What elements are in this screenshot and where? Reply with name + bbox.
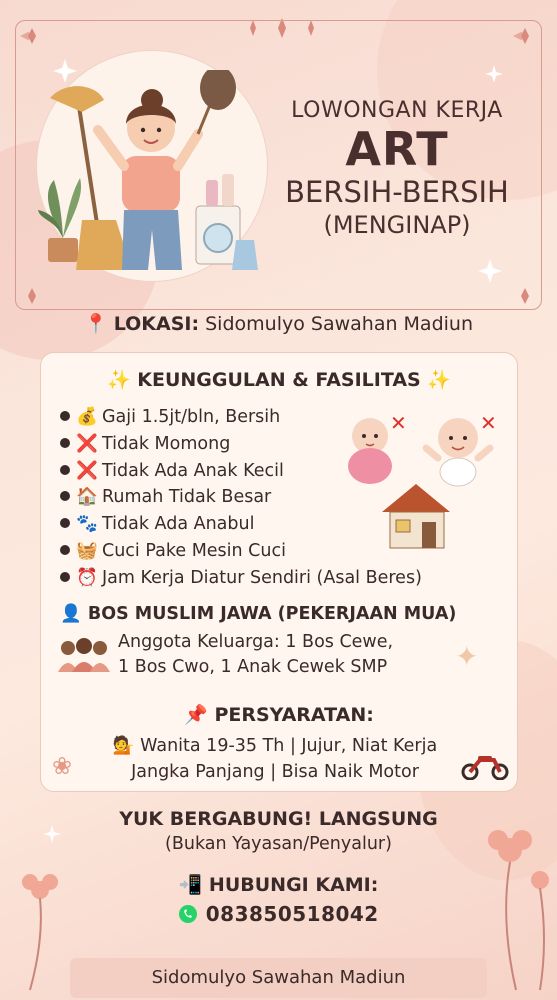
sparkles-icon: ✨ [427, 369, 452, 391]
location-label: LOKASI: [113, 313, 200, 335]
svg-text:✕: ✕ [390, 412, 407, 435]
sparkle-icon: ✦ [455, 640, 479, 673]
requirements-line-2: Jangka Panjang | Bisa Naik Motor [131, 762, 419, 782]
title-line-1: LOWONGAN KERJA [291, 98, 503, 123]
pushpin-icon: 📌 [184, 704, 208, 726]
motorcycle-icon [460, 750, 510, 780]
join-heading: YUK BERGABUNG! LANGSUNG [119, 808, 438, 830]
flower-icon: ❀ [52, 752, 73, 780]
requirements-text [80, 733, 470, 785]
location-line [0, 312, 557, 335]
person-icon: 👤 [60, 604, 82, 624]
requirements-heading [40, 703, 518, 726]
boss-heading-text: BOS MUSLIM JAWA (PEKERJAAN MUA) [87, 604, 457, 624]
list-item [60, 565, 500, 592]
phone-number-text: 083850518042 [205, 902, 379, 926]
cross-mark-icon: ❌ [76, 460, 98, 481]
family-members [118, 630, 478, 680]
title-line-2: ART [345, 122, 449, 176]
svg-text:✕: ✕ [480, 412, 497, 435]
location-pin-icon: 📍 [83, 313, 108, 335]
feature-text: Jam Kerja Diatur Sendiri (Asal Beres) [102, 567, 422, 588]
feature-text: Tidak Momong [102, 433, 231, 454]
requirements-heading-text: PERSYARATAN: [214, 704, 374, 726]
woman-icon: 💁 [112, 736, 135, 756]
footer-location: Sidomulyo Sawahan Madiun [70, 958, 487, 998]
title-line-3: BERSIH-BERSIH [285, 175, 509, 209]
alarm-clock-icon: ⏰ [76, 567, 98, 588]
sparkles-icon: ✨ [106, 369, 131, 391]
job-title [262, 98, 532, 241]
feature-text: Cuci Pake Mesin Cuci [102, 540, 286, 561]
requirements-line-1 [80, 733, 470, 759]
join-note: (Bukan Yayasan/Penyalur) [165, 834, 392, 854]
babies-house-illustration [340, 412, 505, 552]
cleaning-woman-illustration [36, 70, 268, 270]
feature-text: Tidak Ada Anak Kecil [102, 460, 284, 481]
title-line-4: (MENGINAP) [323, 211, 471, 239]
family-icon [56, 636, 112, 674]
contact-heading-text: HUBUNGI KAMI: [208, 874, 379, 896]
cross-mark-icon: ❌ [76, 433, 98, 454]
family-line-1: Anggota Keluarga: 1 Bos Cewe, [118, 632, 394, 652]
paw-icon: 🐾 [76, 514, 98, 535]
money-bag-icon: 💰 [76, 407, 98, 427]
family-line-2: 1 Bos Cwo, 1 Anak Cewek SMP [118, 657, 388, 677]
location-value: Sidomulyo Sawahan Madiun [205, 313, 473, 335]
feature-text: Gaji 1.5jt/bln, Bersih [102, 407, 281, 427]
requirements-line-1-text: Wanita 19-35 Th | Jujur, Niat Kerja [140, 736, 438, 756]
basket-icon: 🧺 [76, 540, 98, 561]
house-icon: 🏠 [76, 487, 98, 508]
feature-text: Rumah Tidak Besar [102, 487, 272, 508]
features-heading [40, 368, 518, 391]
boss-heading [60, 604, 520, 624]
features-heading-text: KEUNGGULAN & FASILITAS [137, 369, 421, 391]
feature-text: Tidak Ada Anabul [102, 514, 255, 535]
mobile-phone-icon: 📲 [178, 874, 203, 896]
